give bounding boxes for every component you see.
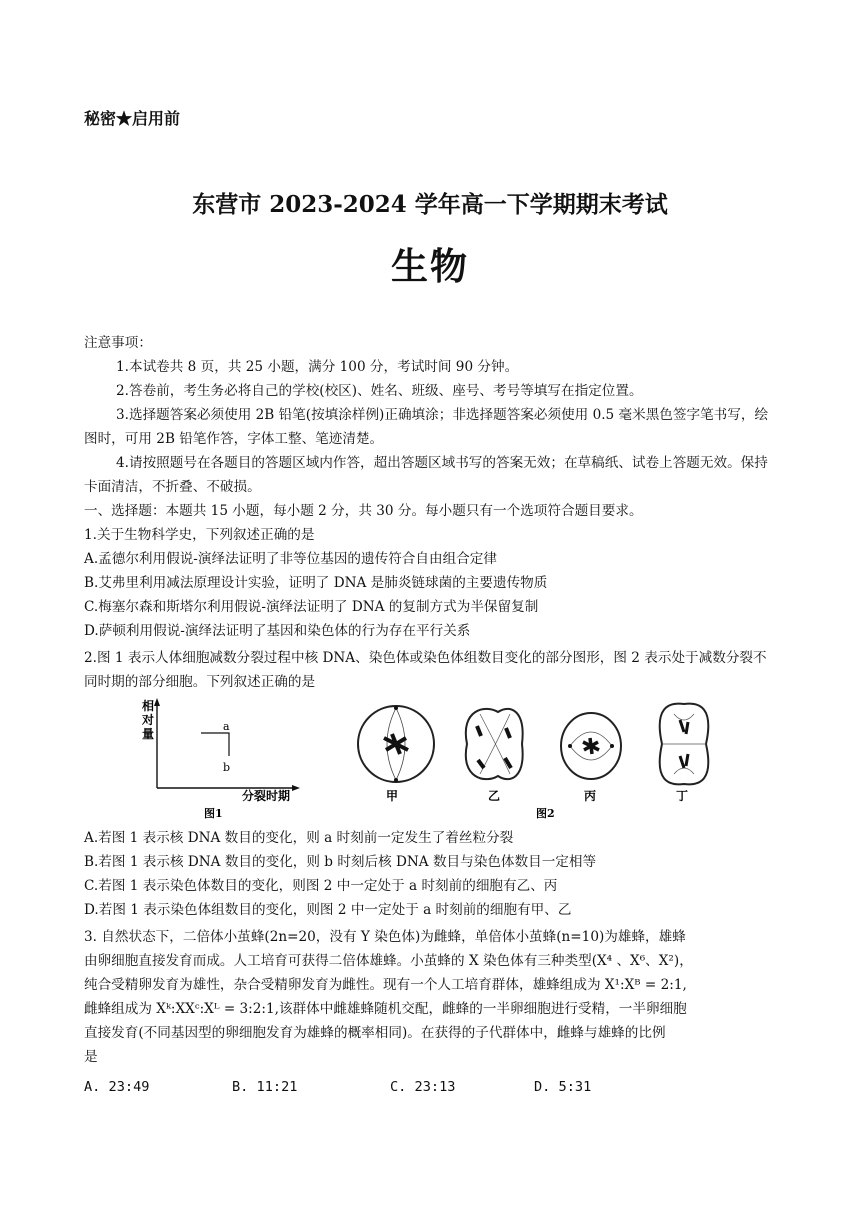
subject-title: 生物 [391, 244, 469, 288]
cell-label-yi: 乙 [488, 789, 501, 803]
exam-title: 东营市 2023-2024 学年高一下学期期末考试 [192, 191, 668, 218]
q3-option-b: B. 11:21 [232, 1079, 298, 1095]
q2-option-d: D.若图 1 表示染色体组数目的变化，则图 2 中一定处于 a 时刻前的细胞有甲、乙 [84, 902, 572, 918]
cell-label-bing: 丙 [584, 789, 597, 803]
note-item-3: 3.选择题答案必须使用 2B 铅笔(按填涂样例)正确填涂；非选择题答案必须使用 0.5 毫米黑色签字笔书写，绘图时，可用 2B 铅笔作答，字体工整、笔迹清楚。 [84, 407, 769, 447]
figure-1 [140, 696, 310, 824]
q1-stem: 1.关于生物科学史，下列叙述正确的是 [84, 527, 315, 543]
q1-option-b: B.艾弗里利用减法原理设计实验，证明了 DNA 是肺炎链球菌的主要遗传物质 [84, 575, 548, 591]
q3-line-3: 纯合受精卵发育为雄性，杂合受精卵发育为雌性。现有一个人工培育群体，雄蜂组成为 X¹:Xᴮ = 2:1, [84, 977, 687, 993]
fig1-ylabel-3: 量 [142, 727, 155, 741]
note-item-2: 2.答卷前，考生务必将自己的学校(校区)、姓名、班级、座号、考号等填写在指定位置。 [116, 383, 643, 399]
q3-line-1: 3. 自然状态下，二倍体小茧蜂(2n=20，没有 Y 染色体)为雌蜂，单倍体小茧蜂(n=10)为雄蜂，雄蜂 [84, 929, 686, 945]
fig1-ylabel-1: 相 [142, 699, 155, 713]
cell-jia [358, 706, 434, 782]
cell-bing [561, 713, 621, 779]
q3-option-c: C. 23:13 [390, 1079, 456, 1095]
q3-option-d: D. 5:31 [534, 1079, 592, 1095]
cell-label-ding: 丁 [676, 789, 689, 803]
q3-line-6: 是 [84, 1049, 98, 1065]
notes-heading: 注意事项： [84, 335, 152, 351]
note-item-1: 1.本试卷共 8 页，共 25 小题，满分 100 分，考试时间 90 分钟。 [116, 359, 519, 375]
fig1-point-b: b [223, 761, 231, 774]
fig1-xlabel: 分裂时期 [242, 789, 291, 803]
confidential-mark: 秘密★启用前 [84, 109, 181, 128]
figure-2 [350, 696, 730, 824]
q3-line-2: 由卵细胞直接发育而成。人工培育可获得二倍体雄蜂。小茧蜂的 X 染色体有三种类型(X⁴ 、X⁶、X²)， [84, 953, 693, 969]
q3-line-4: 雌蜂组成为 Xᵏ:XXᶜ:Xᴸ = 3:2:1,该群体中雌雄蜂随机交配，雌蜂的一半卵细胞进行受精，一半卵细胞 [84, 1001, 687, 1017]
cell-label-jia: 甲 [386, 789, 399, 803]
cell-yi [466, 709, 523, 779]
cell-ding [660, 704, 709, 785]
q3-line-5: 直接发育(不同基因型的卵细胞发育为雄蜂的概率相同)。在获得的子代群体中，雌蜂与雄蜂的比例 [84, 1025, 666, 1041]
fig2-caption: 图2 [536, 807, 555, 820]
q2-option-c: C.若图 1 表示染色体数目的变化，则图 2 中一定处于 a 时刻前的细胞有乙、丙 [84, 878, 558, 894]
fig1-caption: 图1 [204, 807, 223, 820]
q2-option-a: A.若图 1 表示核 DNA 数目的变化，则 a 时刻前一定发生了着丝粒分裂 [84, 830, 514, 846]
q3-option-a: A. 23:49 [84, 1079, 150, 1095]
q1-option-a: A.孟德尔利用假说-演绎法证明了非等位基因的遗传符合自由组合定律 [84, 551, 497, 567]
q2-option-b: B.若图 1 表示核 DNA 数目的变化，则 b 时刻后核 DNA 数目与染色体数目一定相等 [84, 854, 597, 870]
note-item-4: 4.请按照题号在各题目的答题区域内作答，超出答题区域书写的答案无效；在草稿纸、试卷上答题无效。保持卡面清洁，不折叠、不破损。 [84, 455, 768, 495]
q1-option-c: C.梅塞尔森和斯塔尔利用假说-演绎法证明了 DNA 的复制方式为半保留复制 [84, 599, 539, 615]
q1-option-d: D.萨顿利用假说-演绎法证明了基因和染色体的行为存在平行关系 [84, 623, 471, 639]
section-heading: 一、选择题：本题共 15 小题，每小题 2 分，共 30 分。每小题只有一个选项符合题目要求。 [84, 503, 643, 519]
fig1-ylabel-2: 对 [142, 713, 155, 727]
fig1-point-a: a [223, 720, 230, 733]
q2-stem: 2.图 1 表示人体细胞减数分裂过程中核 DNA、染色体或染色体组数目变化的部分图形，图 2 表示处于减数分裂不同时期的部分细胞。下列叙述正确的是 [84, 650, 767, 690]
